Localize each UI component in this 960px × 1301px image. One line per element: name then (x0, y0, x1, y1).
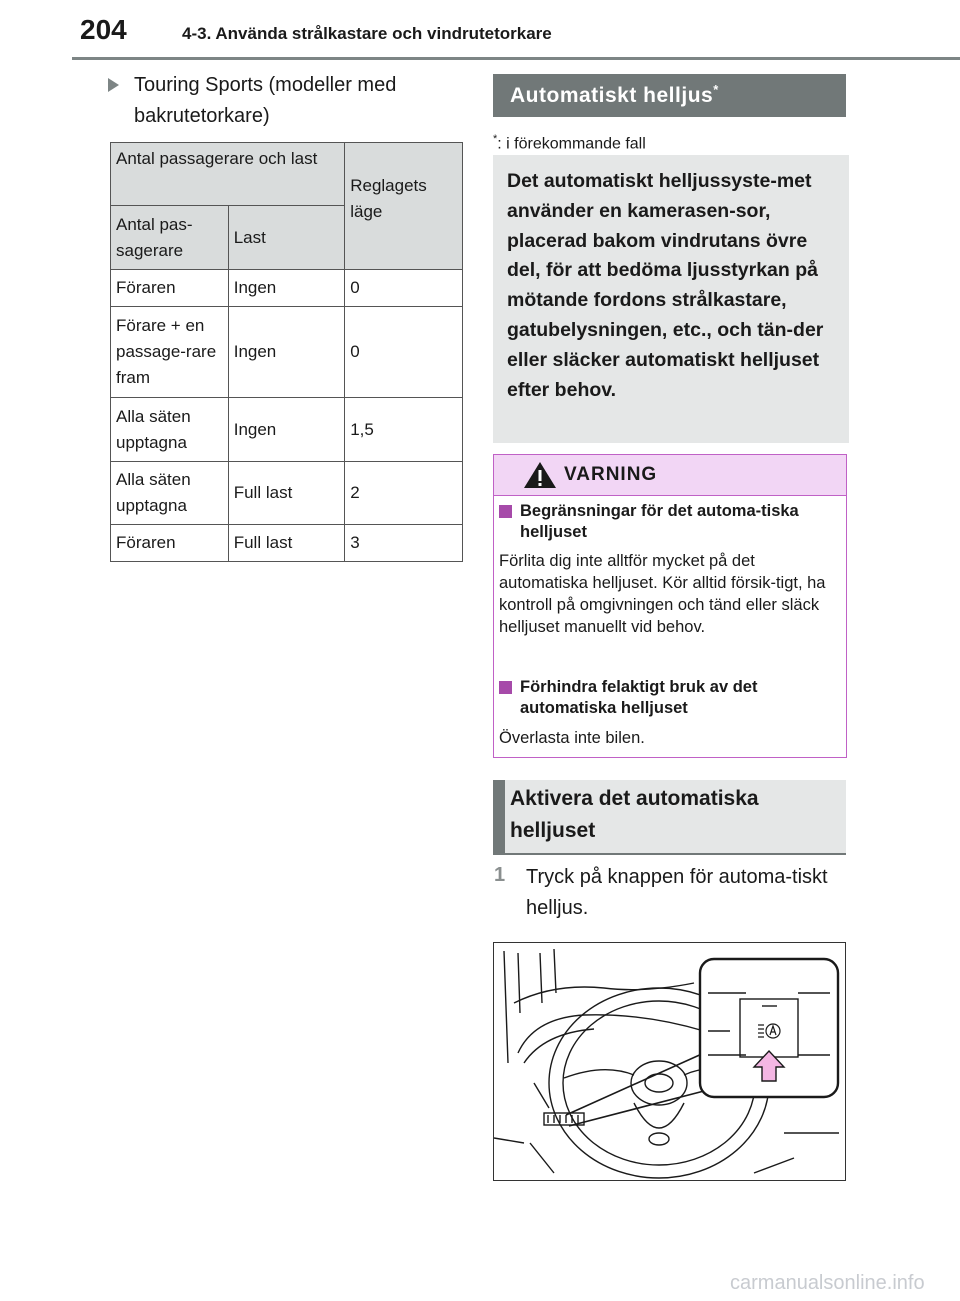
summary-box (493, 155, 849, 443)
model-heading (108, 70, 448, 132)
warning-box (493, 454, 847, 758)
summary-text: Det automatiskt helljussyste-met använder en kamerasen-sor, placerad bakom vindrutans övre del, för att bedöma ljusstyrkan på mötande fordons strålkastare, gatubelysningen, etc., och tän-der eller släcker automatiskt helljuset efter behov. (507, 170, 824, 401)
auto-highbeam-heading (493, 74, 846, 117)
load-table (110, 142, 463, 562)
warning-body: Förlita dig inte alltför mycket på det automatiska helljuset. Kör alltid försik-tigt, ha kontroll på omgivningen och tänd eller släck helljuset manuellt vid behov. (499, 552, 826, 636)
cell-load: Ingen (228, 307, 345, 398)
model-heading-text: Touring Sports (modeller med bakrutetorkare) (134, 74, 397, 127)
cell-load: Ingen (228, 398, 345, 462)
warning-subheading: Begränsningar för det automa-tiska helljuset (499, 501, 819, 543)
header-position-cell: Reglagets läge (345, 143, 463, 270)
table-row (111, 462, 463, 525)
heading-accent-bar (493, 780, 505, 853)
header-load-cell: Last (228, 206, 345, 270)
cell-load: Full last (228, 462, 345, 525)
cell-load: Ingen (228, 270, 345, 307)
footnote (493, 133, 646, 153)
triangle-bullet-icon (108, 78, 119, 92)
cell-position: 0 (345, 270, 463, 307)
section-header: 4-3. Använda strålkastare och vindrutetorkare (182, 24, 552, 43)
header-group-cell: Antal passagerare och last (111, 143, 345, 206)
footnote-marker: * (713, 82, 719, 97)
warning-title: VARNING (564, 464, 658, 485)
auto-highbeam-heading-label: Automatiskt helljus* (510, 82, 719, 107)
cell-position: 1,5 (345, 398, 463, 462)
table-row (111, 398, 463, 462)
warning-header (494, 455, 846, 496)
step-number: 1 (494, 864, 506, 886)
square-bullet-icon (499, 681, 512, 694)
header-rule (72, 57, 960, 60)
square-bullet-icon (499, 505, 512, 518)
cell-position: 0 (345, 307, 463, 398)
footnote-text: : i förekommande fall (497, 135, 646, 153)
activate-heading (493, 780, 846, 853)
steering-wheel-drawing (494, 943, 845, 1180)
watermark: carmanualsonline.info (730, 1272, 925, 1294)
step-text: Tryck på knappen för automa-tiskt helljus. (526, 866, 828, 919)
activate-heading-label: Aktivera det automatiska helljuset (510, 787, 759, 842)
cell-load: Full last (228, 525, 345, 562)
page-number: 204 (80, 14, 127, 45)
footnote-asterisk: * (493, 133, 498, 145)
table-row (111, 525, 463, 562)
cell-passengers: Föraren (111, 270, 229, 307)
cell-position: 2 (345, 462, 463, 525)
cell-passengers: Förare + en passage-rare fram (111, 307, 229, 398)
warning-body: Överlasta inte bilen. (499, 729, 645, 747)
warning-triangle-icon (522, 460, 558, 490)
header-passengers-cell: Antal pas-sagerare (111, 206, 229, 270)
cell-passengers: Alla säten upptagna (111, 398, 229, 462)
cell-passengers: Alla säten upptagna (111, 462, 229, 525)
cell-passengers: Föraren (111, 525, 229, 562)
dashboard-illustration (493, 942, 846, 1181)
table-row (111, 307, 463, 398)
cell-position: 3 (345, 525, 463, 562)
table-row (111, 270, 463, 307)
heading-underline (493, 853, 846, 855)
warning-subheading: Förhindra felaktigt bruk av det automatiska helljuset (499, 677, 819, 719)
